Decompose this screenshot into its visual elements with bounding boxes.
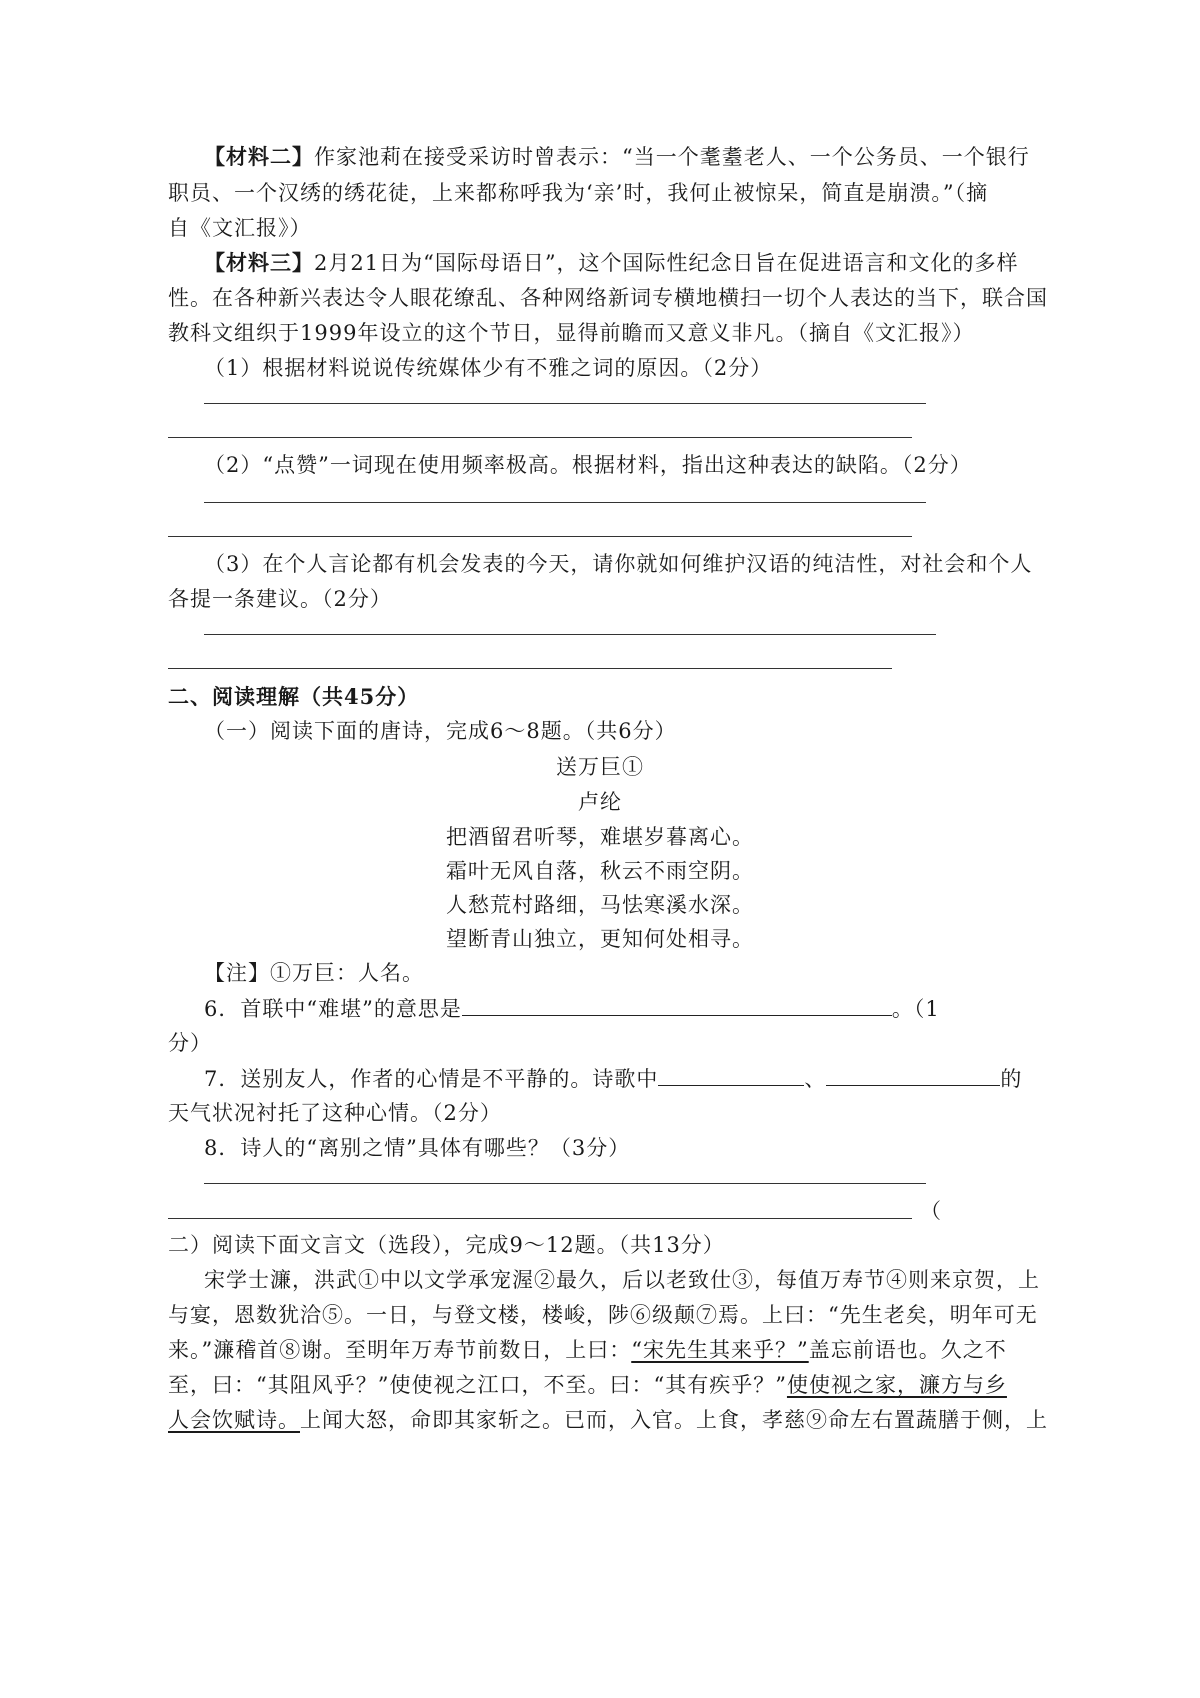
- answer-blank[interactable]: [462, 993, 892, 1016]
- question-5-3-line2: 各提一条建议。（2分）: [168, 587, 392, 611]
- section-title: 二、阅读理解（共45分）: [168, 684, 420, 709]
- material2-line2: 职员、一个汉绣的绣花徒，上来都称呼我为‘亲’时，我何止被惊呆，简直是崩溃。”（摘: [168, 181, 989, 205]
- answer-line[interactable]: [204, 1183, 926, 1184]
- poem-line: 人愁荒村路细，马怯寒溪水深。: [446, 893, 754, 917]
- classical-text-line: 至，曰：“其阻风乎？”使使视之江口，不至。曰：“其有疾乎？”使使视之家，濂方与乡: [168, 1373, 1007, 1397]
- question-5-3-line1: （3）在个人言论都有机会发表的今天，请你就如何维护汉语的纯洁性，对社会和个人: [204, 552, 1033, 576]
- poem-title: 送万巨①: [556, 755, 644, 779]
- poem-line: 霜叶无风自落，秋云不雨空阴。: [446, 859, 754, 883]
- underlined-sentence: “宋先生其来乎？”: [631, 1338, 809, 1362]
- open-paren: （: [920, 1199, 942, 1223]
- part2-heading: 二）阅读下面文言文（选段），完成9～12题。（共13分）: [168, 1233, 725, 1257]
- material3-line2: 性。在各种新兴表达令人眼花缭乱、各种网络新词专横地横扫一切个人表达的当下，联合国: [168, 286, 1048, 310]
- question-5-2: （2）“点赞”一词现在使用频率极高。根据材料，指出这种表达的缺陷。（2分）: [204, 453, 972, 477]
- material2-line1: 【材料二】作家池莉在接受采访时曾表示：“当一个耄耋老人、一个公务员、一个银行: [204, 144, 1030, 169]
- answer-blank[interactable]: [826, 1063, 1000, 1086]
- answer-line[interactable]: [204, 403, 926, 404]
- answer-line[interactable]: [204, 502, 926, 503]
- answer-line[interactable]: [168, 1218, 912, 1219]
- material2-line3: 自《文汇报》）: [168, 216, 312, 240]
- poem-line: 把酒留君听琴，难堪岁暮离心。: [446, 825, 754, 849]
- poem-line: 望断青山独立，更知何处相寻。: [446, 927, 754, 951]
- question-5-1: （1）根据材料说说传统媒体少有不雅之词的原因。（2分）: [204, 356, 773, 380]
- underlined-sentence: 使使视之家，濂方与乡: [786, 1373, 1007, 1397]
- question-7-line2: 天气状况衬托了这种心情。（2分）: [168, 1101, 502, 1125]
- answer-line[interactable]: [168, 536, 912, 537]
- underlined-sentence: 人会饮赋诗。: [168, 1408, 300, 1432]
- classical-text-line: 来。”濂稽首⑧谢。至明年万寿节前数日，上曰：“宋先生其来乎？”盖忘前语也。久之不: [168, 1338, 1007, 1362]
- answer-blank[interactable]: [658, 1063, 804, 1086]
- classical-text-line: 人会饮赋诗。上闻大怒，命即其家斩之。已而，入官。上食，孝慈⑨命左右置蔬膳于侧，上: [168, 1408, 1048, 1432]
- material2-label: 【材料二】: [204, 144, 314, 169]
- classical-text-line: 与宴，恩数犹洽⑤。一日，与登文楼，楼峻，陟⑥级颠⑦焉。上曰：“先生老矣，明年可无: [168, 1303, 1038, 1327]
- poem-note: 【注】①万巨：人名。: [204, 961, 424, 985]
- question-8: 8．诗人的“离别之情”具体有哪些？（3分）: [204, 1136, 631, 1160]
- answer-line[interactable]: [168, 437, 912, 438]
- material3-line3: 教科文组织于1999年设立的这个节日，显得前瞻而又意义非凡。（摘自《文汇报》）: [168, 321, 975, 345]
- classical-text-line: 宋学士濂，洪武①中以文学承宠渥②最久，后以老致仕③，每值万寿节④则来京贺，上: [204, 1268, 1040, 1292]
- question-6: 6．首联中“难堪”的意思是 。（1: [204, 993, 940, 1024]
- question-6-line2: 分）: [168, 1031, 212, 1055]
- material3-label: 【材料三】: [204, 250, 314, 275]
- answer-line[interactable]: [204, 634, 936, 635]
- poem-author: 卢纶: [578, 790, 622, 814]
- material3-line1: 【材料三】2月21日为“国际母语日”，这个国际性纪念日旨在促进语言和文化的多样: [204, 250, 1019, 275]
- part1-heading: （一）阅读下面的唐诗，完成6～8题。（共6分）: [204, 719, 677, 743]
- question-7: 7．送别友人，作者的心情是不平静的。诗歌中 、 的: [204, 1063, 1022, 1094]
- answer-line[interactable]: [168, 668, 892, 669]
